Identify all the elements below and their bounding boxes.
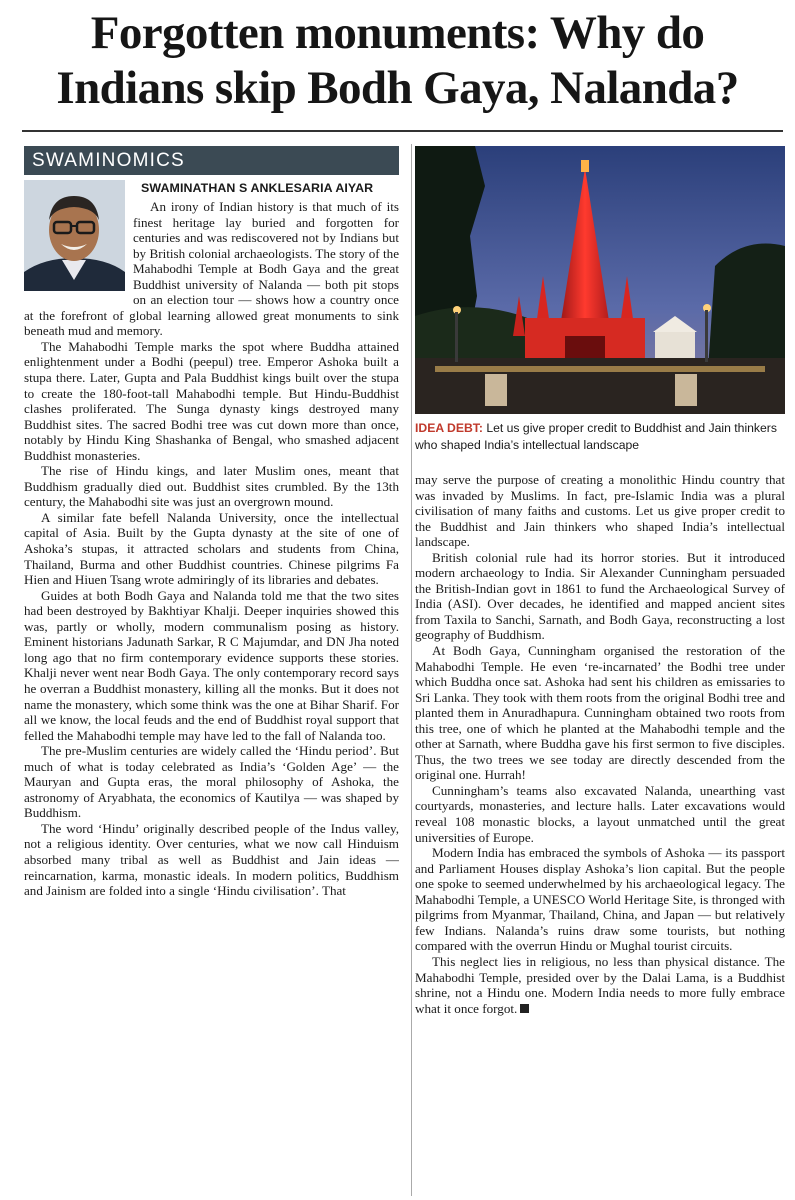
left-paragraph-1: An irony of Indian history is that much of its finest heritage lay buried and forgotten for centuries and was rediscovered not by Indians but by British colonial archaeologists. The story of the Mahabodhi Temple at Bodh Gaya and the great Buddhist university of Nalanda — both pit stops on an election tour — shows how a country once at the forefront of global learning allowed great monuments to sink beneath mud and memory. xyxy=(24,199,399,339)
author-portrait-image xyxy=(24,180,125,291)
left-paragraph-3: The rise of Hindu kings, and later Muslim ones, meant that Buddhism gradually died out. Buddhist sites crumbled. By the 13th century, the Mahabodhi site was just an overgrown mound. xyxy=(24,463,399,510)
left-paragraph-7: The word ‘Hindu’ originally described people of the Indus valley, not a religious identity. Over centuries, what we now call Hinduism absorbed many tribal as well as Buddhist and Jain ideas — reincarnation, karma, monastic ideals. In modern politics, Buddhism and Jainism are folded into a single ‘Hindu civilisation’. That xyxy=(24,820,399,899)
end-of-article-mark xyxy=(520,1004,529,1013)
caption-label: IDEA DEBT: xyxy=(415,421,483,435)
headline xyxy=(0,6,795,116)
right-paragraph-2: British colonial rule had its horror stories. But it introduced modern archaeology to India. Sir Alexander Cunningham persuaded the British-Indian govt in 1861 to fund the Archaeological Survey of India (ASI). Over decades, he identified and mapped ancient sites from Taxila to Sanchi, Sarnath, and Bodh Gaya, reconstructing a lost geography of Buddhism. xyxy=(415,549,785,643)
right-paragraph-1: may serve the purpose of creating a monolithic Hindu country that was invaded by Muslims. In fact, pre-Islamic India was a plural civilisation of many faiths and customs. Let us give proper credit to the Buddhist and Jain thinkers who shaped India’s intellectual landscape. xyxy=(415,472,785,550)
right-paragraph-6 xyxy=(415,954,785,1016)
left-paragraph-2: The Mahabodhi Temple marks the spot where Buddha attained enlightenment under a Bodhi (peepul) tree. Emperor Ashoka built a stupa there. Later, Gupta and Pala Buddhist kings built over the stupa to create the 180-foot-tall Mahabodhi temple. But Hindu-Buddhist clashes proliferated. The Sunga dynasty kings destroyed many Buddhist sites. The sacred Bodhi tree was cut down more than once, notably by Hindu King Shashanka of Bengal, who smashed adjacent Buddhist monasteries. xyxy=(24,338,399,463)
mahabodhi-temple-photo xyxy=(415,146,785,414)
author-portrait xyxy=(24,180,125,291)
article-right-column xyxy=(415,472,785,1194)
caption-text: Let us give proper credit to Buddhist and Jain thinkers who shaped India’s intellectual landscape xyxy=(415,421,777,452)
left-paragraph-6: The pre-Muslim centuries are widely called the ‘Hindu period’. But much of what is today celebrated as India’s ‘Golden Age’ — the Mauryan and Gupta eras, the moral philosophy of Ashoka, the astronomy of Aryabhata, the economics of Kautilya — was shaped by Buddhism. xyxy=(24,743,399,821)
right-paragraph-5: Modern India has embraced the symbols of Ashoka — its passport and Parliament Houses display Ashoka’s lion capital. But the people one spoke to seemed underwhelmed by his archaeological legacy. The Mahabodhi Temple, a UNESCO World Heritage Site, is thronged with pilgrims from Myanmar, Thailand, China, and Japan — but relatively few Indians. Nalanda’s ruins draw some tourists, but nothing compared with the overrun Hindu or Mughal tourist circuits. xyxy=(415,845,785,954)
article-left-column xyxy=(24,146,399,1198)
headline-line-2: Indians skip Bodh Gaya, Nalanda? xyxy=(56,62,739,114)
left-paragraph-5: Guides at both Bodh Gaya and Nalanda told me that the two sites had been destroyed by Bakhtiyar Khalji. Deeper inquiries showed this was, partly or wholly, modern communalism posing as history. Eminent historians Jadunath Sarkar, R C Majumdar, and DN Jha noted long ago that no firm contemporary evidence supports these stories. Khalji never went near Bodh Gaya. The only contemporary record says he overran a Buddhist monastery, killing all the monks. But it does not name the monastery, which some think was the one at Bihar Sharif. For all we know, the local feuds and the end of Buddhist royal support that felled the Mahabodhi temple may have led to the fall of Nalanda too. xyxy=(24,587,399,743)
left-paragraph-4: A similar fate befell Nalanda University, once the intellectual capital of Asia. Built by the Gupta dynasty at the site of one of Ashoka’s stupas, it attracted scholars and students from China, Thailand, Burma and other Buddhist countries. Chinese pilgrims Fa Hien and Hiuen Tsang wrote admiringly of its libraries and debates. xyxy=(24,509,399,588)
headline-line-1: Forgotten monuments: Why do xyxy=(90,7,705,59)
right-paragraph-4: Cunningham’s teams also excavated Nalanda, unearthing vast courtyards, monasteries, and lecture halls. Later excavations would reveal 108 monastic blocks, a layout unmatched until the great universities of Europe. xyxy=(415,782,785,845)
temple-illustration xyxy=(415,146,785,414)
photo-caption xyxy=(415,420,785,454)
column-kicker: SWAMINOMICS xyxy=(24,146,399,175)
author-byline: SWAMINATHAN S ANKLESARIA AIYAR xyxy=(141,181,374,195)
right-paragraph-3: At Bodh Gaya, Cunningham organised the restoration of the Mahabodhi Temple. He even ‘re-incarnated’ the Bodhi tree under which Buddha once sat. Ashoka had sent his children as emissaries to Sri Lanka. They took with them roots from the original Bodhi tree and planted them in Anuradhapura. Cunningham obtained two roots from this tree, one of which he planted at the Mahabodhi temple and the other at Sarnath, where Buddha gave his first sermon to five disciples. Thus, the two trees we see today are directly descended from the original one. Hurrah! xyxy=(415,643,785,783)
headline-rule xyxy=(22,130,783,132)
column-divider xyxy=(411,144,412,1196)
closing-paragraph-text: This neglect lies in religious, no less than physical distance. The Mahabodhi Temple, presided over by the Dalai Lama, is a Buddhist shrine, not a Hindu one. Modern India needs to more fully embrace what it once forgot. xyxy=(415,953,785,1016)
